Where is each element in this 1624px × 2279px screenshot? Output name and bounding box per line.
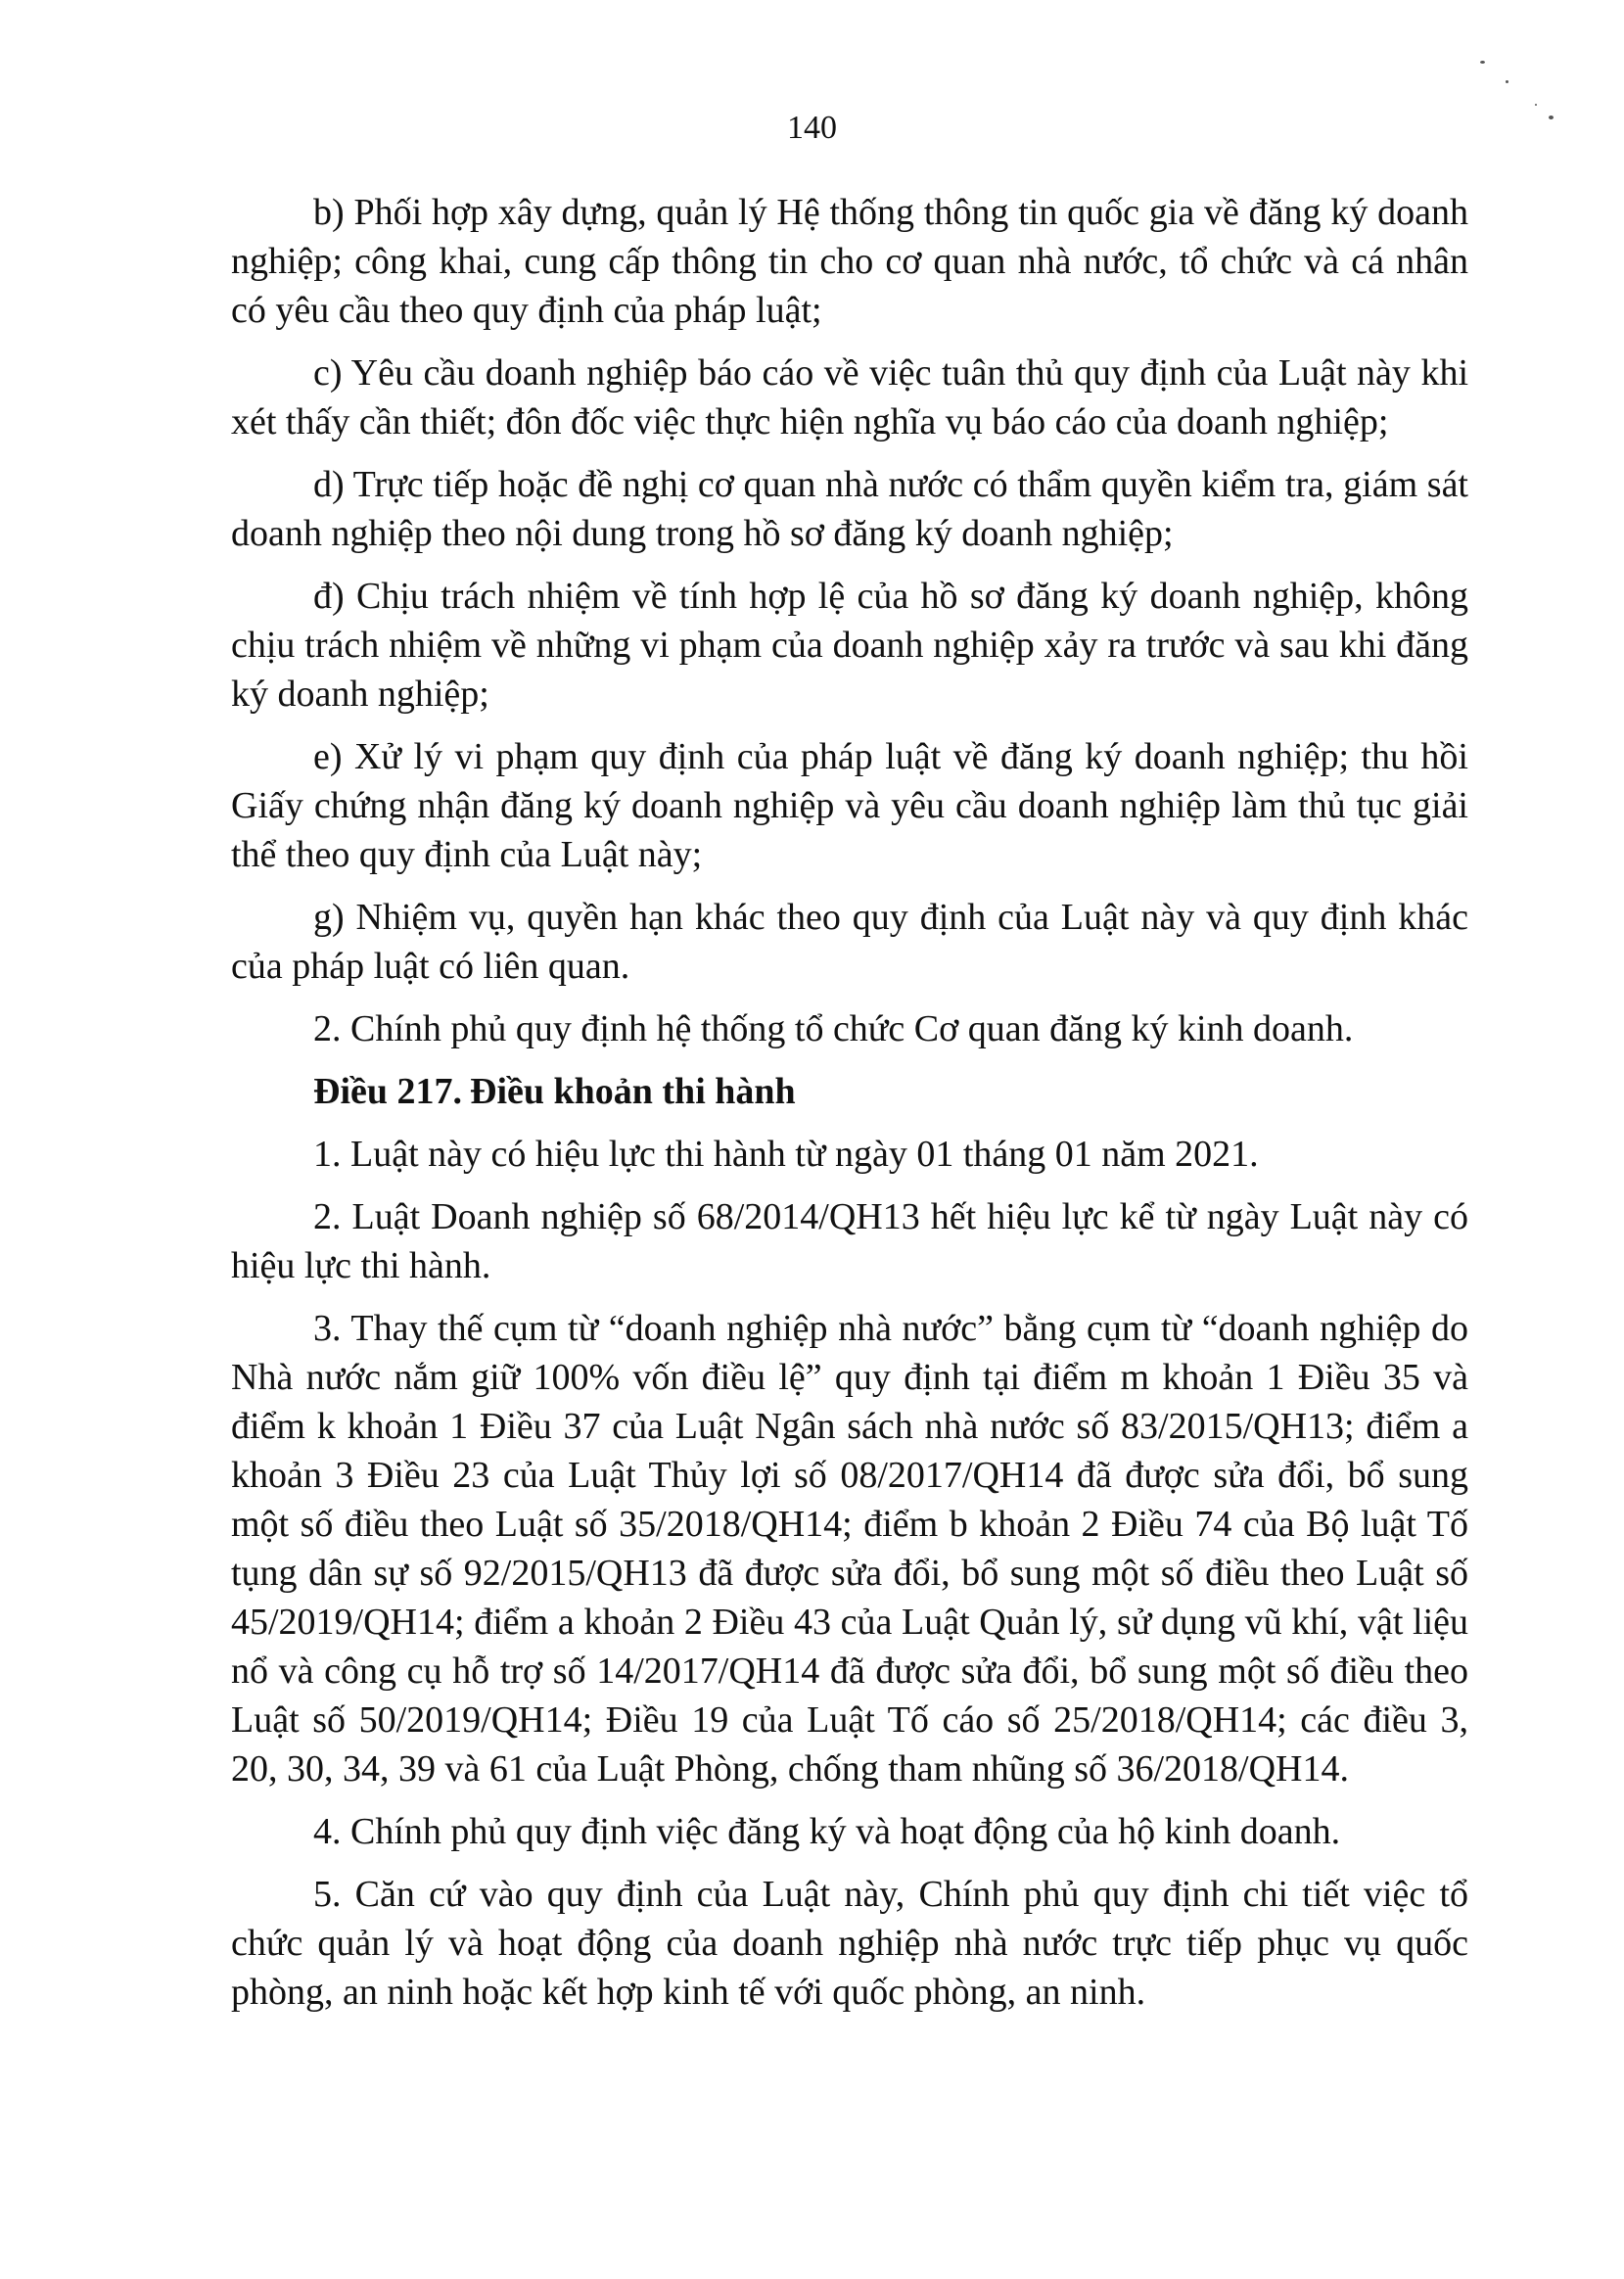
clause-b: b) Phối hợp xây dựng, quản lý Hệ thống thông tin quốc gia về đăng ký doanh nghiệp; công khai, cung cấp thông tin cho cơ quan nhà nước, tổ chức và cá nhân có yêu cầu theo quy định của pháp luật; xyxy=(231,192,1468,331)
provision-3: 3. Thay thế cụm từ “doanh nghiệp nhà nước” bằng cụm từ “doanh nghiệp do Nhà nước nắm giữ 100% vốn điều lệ” quy định tại điểm m khoản 1 Điều 35 và điểm k khoản 1 Điều 37 của Luật Ngân sách nhà nước số 83/2015/QH13; điểm a khoản 3 Điều 23 của Luật Thủy lợi số 08/2017/QH14 đã được sửa đổi, bổ sung một số điều theo Luật số 35/2018/QH14; điểm b khoản 2 Điều 74 của Bộ luật Tố tụng dân sự số 92/2015/QH13 đã được sửa đổi, bổ sung một số điều theo Luật số 45/2019/QH14; điểm a khoản 2 Điều 43 của Luật Quản lý, sử dụng vũ khí, vật liệu nổ và công cụ hỗ trợ số 14/2017/QH14 đã được sửa đổi, bổ sung một số điều theo Luật số 50/2019/QH14; Điều 19 của Luật Tố cáo số 25/2018/QH14; các điều 3, 20, 30, 34, 39 và 61 của Luật Phòng, chống tham nhũng số 36/2018/QH14. xyxy=(231,1308,1468,1790)
scan-speck xyxy=(1480,61,1485,64)
provision-2: 2. Luật Doanh nghiệp số 68/2014/QH13 hết hiệu lực kể từ ngày Luật này có hiệu lực thi hành. xyxy=(231,1196,1468,1286)
provision-5: 5. Căn cứ vào quy định của Luật này, Chính phủ quy định chi tiết việc tổ chức quản lý và hoạt động của doanh nghiệp nhà nước trực tiếp phục vụ quốc phòng, an ninh hoặc kết hợp kinh tế với quốc phòng, an ninh. xyxy=(231,1874,1468,2013)
scan-speck xyxy=(1535,104,1537,106)
provision-4: 4. Chính phủ quy định việc đăng ký và hoạt động của hộ kinh doanh. xyxy=(313,1811,1341,1852)
scan-speck xyxy=(1549,116,1554,119)
clause-c: c) Yêu cầu doanh nghiệp báo cáo về việc tuân thủ quy định của Luật này khi xét thấy cần thiết; đôn đốc việc thực hiện nghĩa vụ báo cáo của doanh nghiệp; xyxy=(231,352,1468,442)
article-number: Điều 217. xyxy=(313,1071,462,1112)
clause-g: g) Nhiệm vụ, quyền hạn khác theo quy định của Luật này và quy định khác của pháp luật có liên quan. xyxy=(231,897,1468,987)
clause-d: d) Trực tiếp hoặc đề nghị cơ quan nhà nước có thẩm quyền kiểm tra, giám sát doanh nghiệp theo nội dung trong hồ sơ đăng ký doanh nghiệp; xyxy=(231,464,1468,554)
provision-1: 1. Luật này có hiệu lực thi hành từ ngày 01 tháng 01 năm 2021. xyxy=(313,1134,1259,1175)
clause-e: e) Xử lý vi phạm quy định của pháp luật về đăng ký doanh nghiệp; thu hồi Giấy chứng nhận đăng ký doanh nghiệp và yêu cầu doanh nghiệp làm thủ tục giải thể theo quy định của Luật này; xyxy=(231,736,1468,875)
page-number: 140 xyxy=(787,110,837,146)
scan-speck xyxy=(1506,80,1508,83)
clause-dd: đ) Chịu trách nhiệm về tính hợp lệ của hồ sơ đăng ký doanh nghiệp, không chịu trách nhiệm về những vi phạm của doanh nghiệp xảy ra trước và sau khi đăng ký doanh nghiệp; xyxy=(231,576,1468,715)
paragraph-2-government: 2. Chính phủ quy định hệ thống tổ chức Cơ quan đăng ký kinh doanh. xyxy=(313,1008,1354,1049)
article-heading xyxy=(231,1067,1468,1116)
document-body xyxy=(231,188,1468,2030)
article-title: Điều khoản thi hành xyxy=(470,1071,796,1112)
